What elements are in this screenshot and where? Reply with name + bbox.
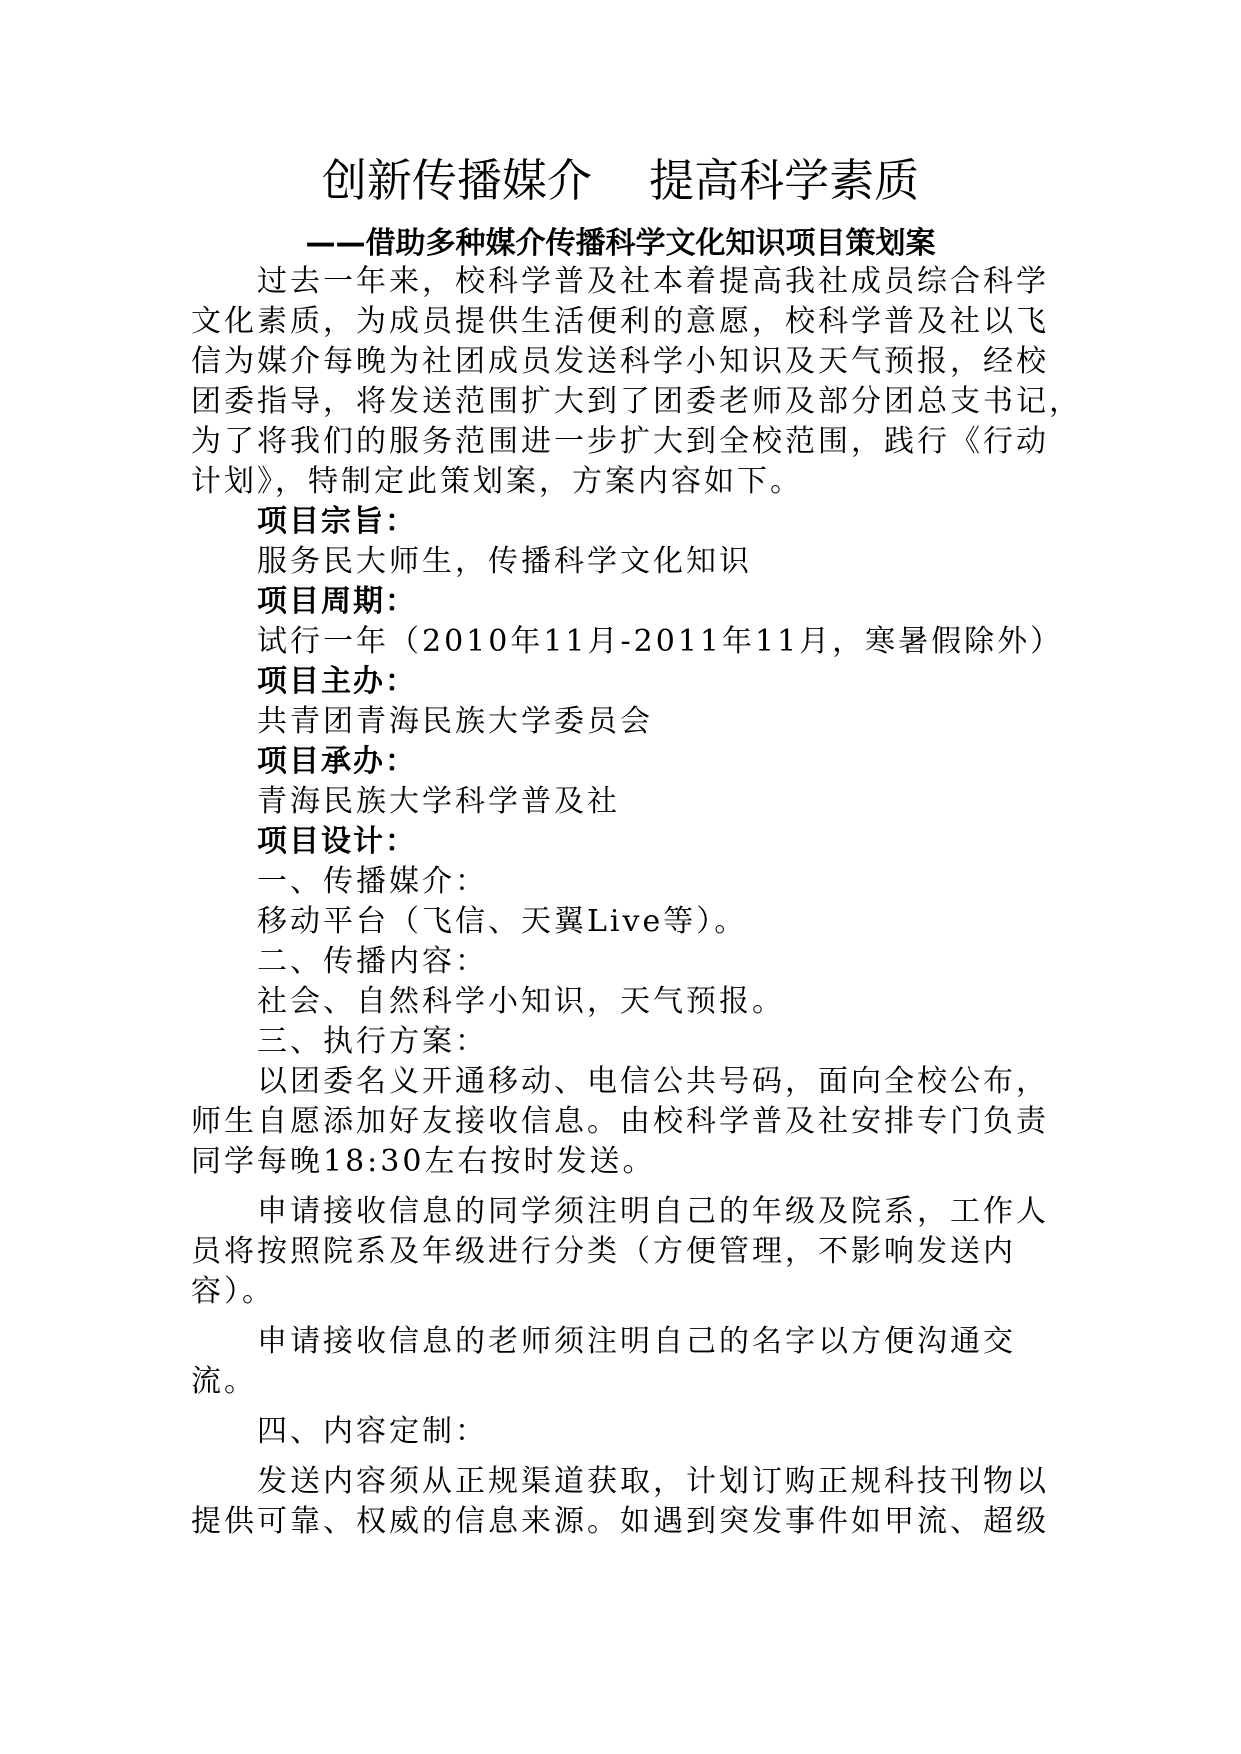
body-line: 四、内容定制： (257, 1414, 488, 1449)
body-line: 容）。 (191, 1274, 275, 1309)
document-subtitle: ——借助多种媒介传播科学文化知识项目策划案 (305, 226, 936, 261)
section-heading: 项目承办： (257, 744, 417, 779)
body-line: 计划》，特制定此策划案，方案内容如下。 (191, 464, 803, 499)
body-line: 共青团青海民族大学委员会 (257, 704, 653, 739)
body-line: 团委指导，将发送范围扩大到了团委老师及部分团总支书记， (191, 384, 1082, 419)
body-line: 社会、自然科学小知识，天气预报。 (257, 984, 785, 1019)
body-line: 发送内容须从正规渠道获取，计划订购正规科技刊物以 (257, 1464, 1049, 1499)
body-line: 文化素质，为成员提供生活便利的意愿，校科学普及社以飞 (191, 304, 1049, 339)
body-line: 过去一年来，校科学普及社本着提高我社成员综合科学 (257, 264, 1049, 299)
body-line: 服务民大师生，传播科学文化知识 (257, 544, 752, 579)
body-line: 三、执行方案： (257, 1024, 488, 1059)
body-line: 员将按照院系及年级进行分类（方便管理，不影响发送内 (191, 1234, 1016, 1269)
body-line: 提供可靠、权威的信息来源。如遇到突发事件如甲流、超级 (191, 1504, 1049, 1539)
body-line: 以团委名义开通移动、电信公共号码，面向全校公布， (257, 1064, 1049, 1099)
body-line: 申请接收信息的同学须注明自己的年级及院系，工作人 (257, 1194, 1049, 1229)
body-line: 师生自愿添加好友接收信息。由校科学普及社安排专门负责 (191, 1104, 1049, 1139)
section-heading: 项目主办： (257, 664, 417, 699)
body-line: 二、传播内容： (257, 944, 488, 979)
body-line: 同学每晚18:30左右按时发送。 (191, 1144, 656, 1179)
body-line: 一、传播媒介： (257, 864, 488, 899)
section-heading: 项目宗旨： (257, 504, 417, 539)
body-line: 移动平台（飞信、天翼Live等）。 (257, 904, 748, 939)
body-line: 信为媒介每晚为社团成员发送科学小知识及天气预报，经校 (191, 344, 1049, 379)
body-line: 流。 (191, 1364, 257, 1399)
document-title: 创新传播媒介 提高科学素质 (321, 154, 920, 207)
body-line: 为了将我们的服务范围进一步扩大到全校范围，践行《行动 (191, 424, 1049, 459)
body-line: 申请接收信息的老师须注明自己的名字以方便沟通交 (257, 1324, 1016, 1359)
section-heading: 项目周期： (257, 584, 417, 619)
body-line: 试行一年（2010年11月-2011年11月，寒暑假除外） (257, 624, 1064, 659)
body-line: 青海民族大学科学普及社 (257, 784, 620, 819)
section-heading: 项目设计： (257, 824, 417, 859)
